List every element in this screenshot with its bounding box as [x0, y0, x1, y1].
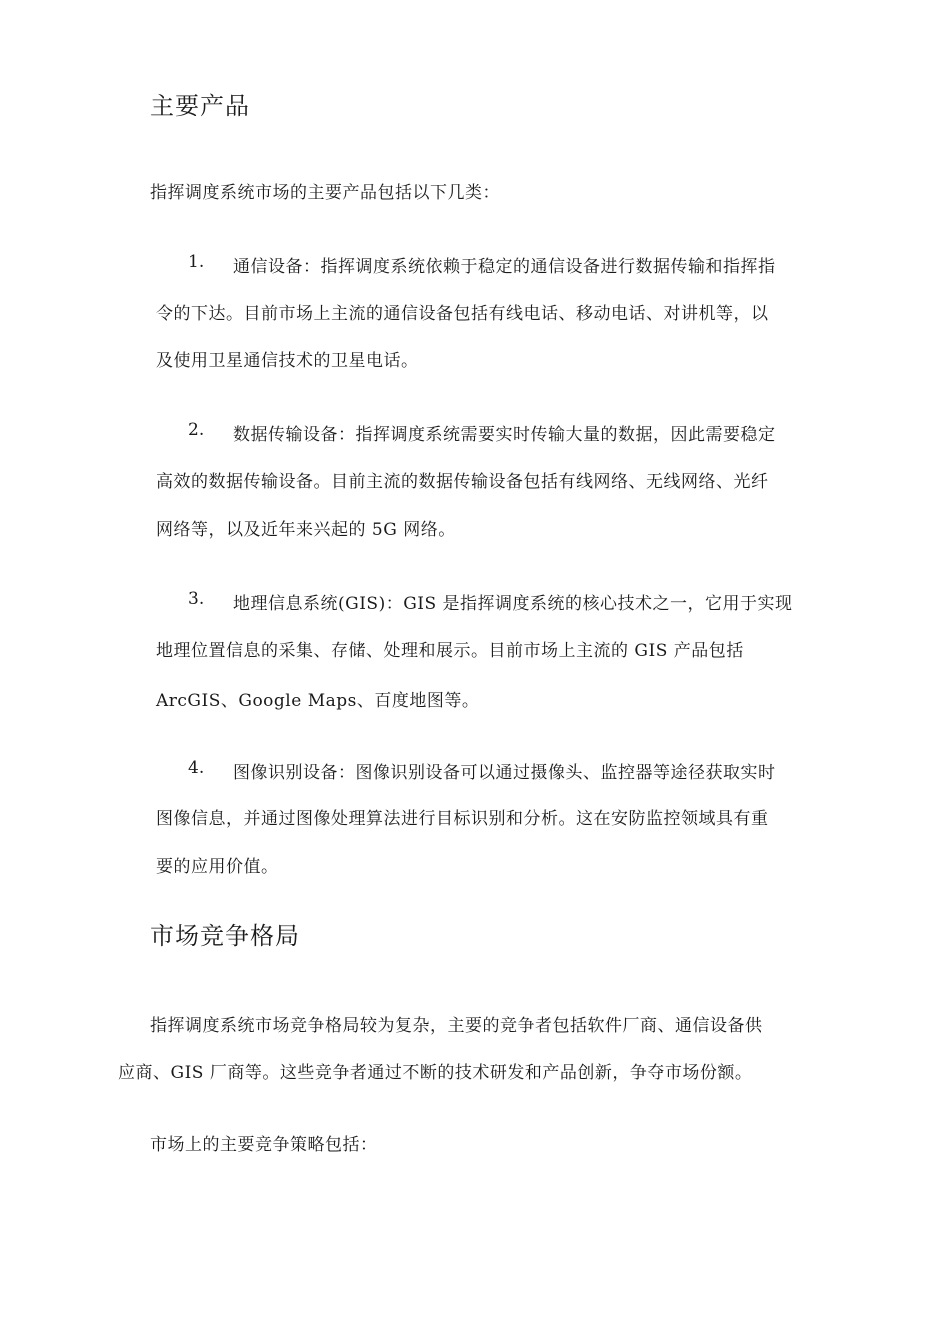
list-item-line: 要的应用价值。: [156, 857, 279, 877]
list-item-line: 高效的数据传输设备。目前主流的数据传输设备包括有线网络、无线网络、光纤: [156, 472, 769, 492]
paragraph-line: 应商、GIS 厂商等。这些竞争者通过不断的技术研发和产品创新，争夺市场份额。: [118, 1063, 753, 1083]
list-item-line: 地理位置信息的采集、存储、处理和展示。目前市场上主流的 GIS 产品包括: [156, 641, 744, 661]
list-item-line: 地理信息系统(GIS)：GIS 是指挥调度系统的核心技术之一，它用于实现: [233, 594, 793, 614]
list-item-line: 图像信息，并通过图像处理算法进行目标识别和分析。这在安防监控领域具有重: [156, 809, 769, 829]
section-heading-main-products: 主要产品: [150, 92, 250, 120]
list-item-number: 2.: [188, 420, 205, 440]
paragraph-line: 市场上的主要竞争策略包括：: [150, 1135, 378, 1155]
list-item-line: 网络等，以及近年来兴起的 5G 网络。: [156, 520, 456, 540]
section-intro: 指挥调度系统市场的主要产品包括以下几类：: [150, 183, 500, 203]
list-item-line: 及使用卫星通信技术的卫星电话。: [156, 351, 419, 371]
list-item-number: 4.: [188, 758, 205, 778]
list-item-number: 1.: [188, 252, 205, 272]
section-heading-competition: 市场竞争格局: [150, 922, 300, 950]
list-item-line: 通信设备：指挥调度系统依赖于稳定的通信设备进行数据传输和指挥指: [233, 257, 776, 277]
list-item-line: 令的下达。目前市场上主流的通信设备包括有线电话、移动电话、对讲机等，以: [156, 304, 769, 324]
list-item-line: 数据传输设备：指挥调度系统需要实时传输大量的数据，因此需要稳定: [233, 425, 776, 445]
list-item-line: ArcGIS、Google Maps、百度地图等。: [156, 691, 480, 711]
paragraph-line: 指挥调度系统市场竞争格局较为复杂，主要的竞争者包括软件厂商、通信设备供: [150, 1016, 763, 1036]
list-item-line: 图像识别设备：图像识别设备可以通过摄像头、监控器等途径获取实时: [233, 763, 776, 783]
list-item-number: 3.: [188, 589, 205, 609]
